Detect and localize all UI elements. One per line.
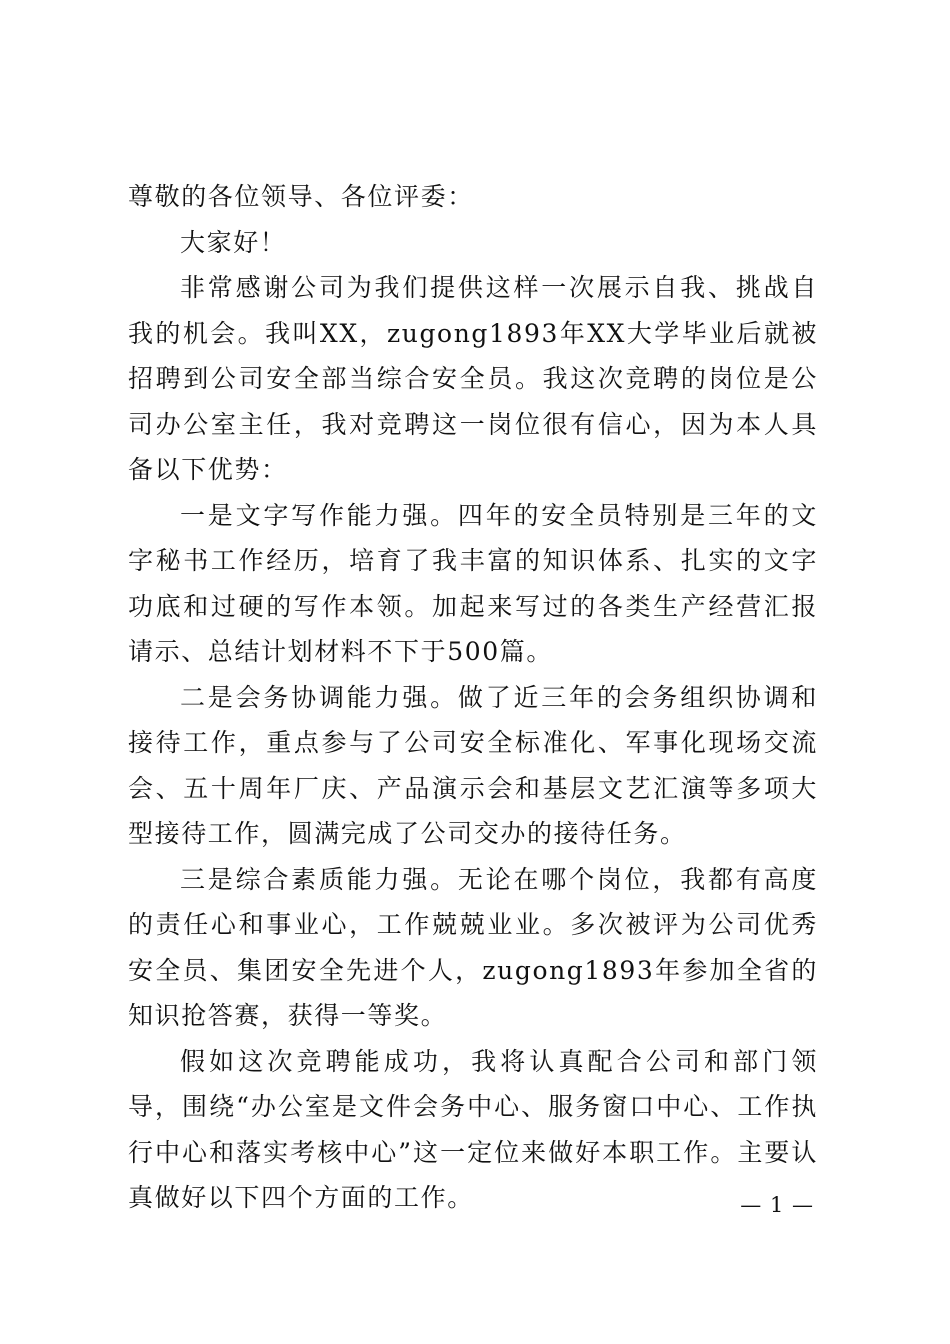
greeting: 大家好！ xyxy=(180,227,287,257)
salutation: 尊敬的各位领导、各位评委： xyxy=(128,182,474,211)
paragraph-writing-ability: 一是文字写作能力强。四年的安全员特别是三年的文字秘书工作经历，培育了我丰富的知识体系、扎实的文字功底和过硬的写作本领。加起来写过的各类生产经营汇报请示、总结计划材料不下于500篇。 xyxy=(128,500,818,666)
paragraph-work-plan: 假如这次竞聘能成功，我将认真配合公司和部门领导，围绕“办公室是文件会务中心、服务窗口中心、工作执行中心和落实考核中心”这一定位来做好本职工作。主要认真做好以下四个方面的工作。 xyxy=(128,1046,818,1212)
document-body xyxy=(128,174,818,1221)
page-number: — 1 — xyxy=(740,1193,814,1217)
paragraph-overall-quality: 三是综合素质能力强。无论在哪个岗位，我都有高度的责任心和事业心，工作兢兢业业。多次被评为公司优秀安全员、集团安全先进个人，zugong1893年参加全省的知识抢答赛，获得一等奖。 xyxy=(128,864,818,1030)
paragraph-coordination-ability: 二是会务协调能力强。做了近三年的会务组织协调和接待工作，重点参与了公司安全标准化、军事化现场交流会、五十周年厂庆、产品演示会和基层文艺汇演等多项大型接待工作，圆满完成了公司交办的接待任务。 xyxy=(128,682,818,848)
paragraph-introduction: 非常感谢公司为我们提供这样一次展示自我、挑战自我的机会。我叫XX，zugong1893年XX大学毕业后就被招聘到公司安全部当综合安全员。我这次竞聘的岗位是公司办公室主任，我对竞聘这一岗位很有信心，因为本人具备以下优势： xyxy=(128,273,818,484)
